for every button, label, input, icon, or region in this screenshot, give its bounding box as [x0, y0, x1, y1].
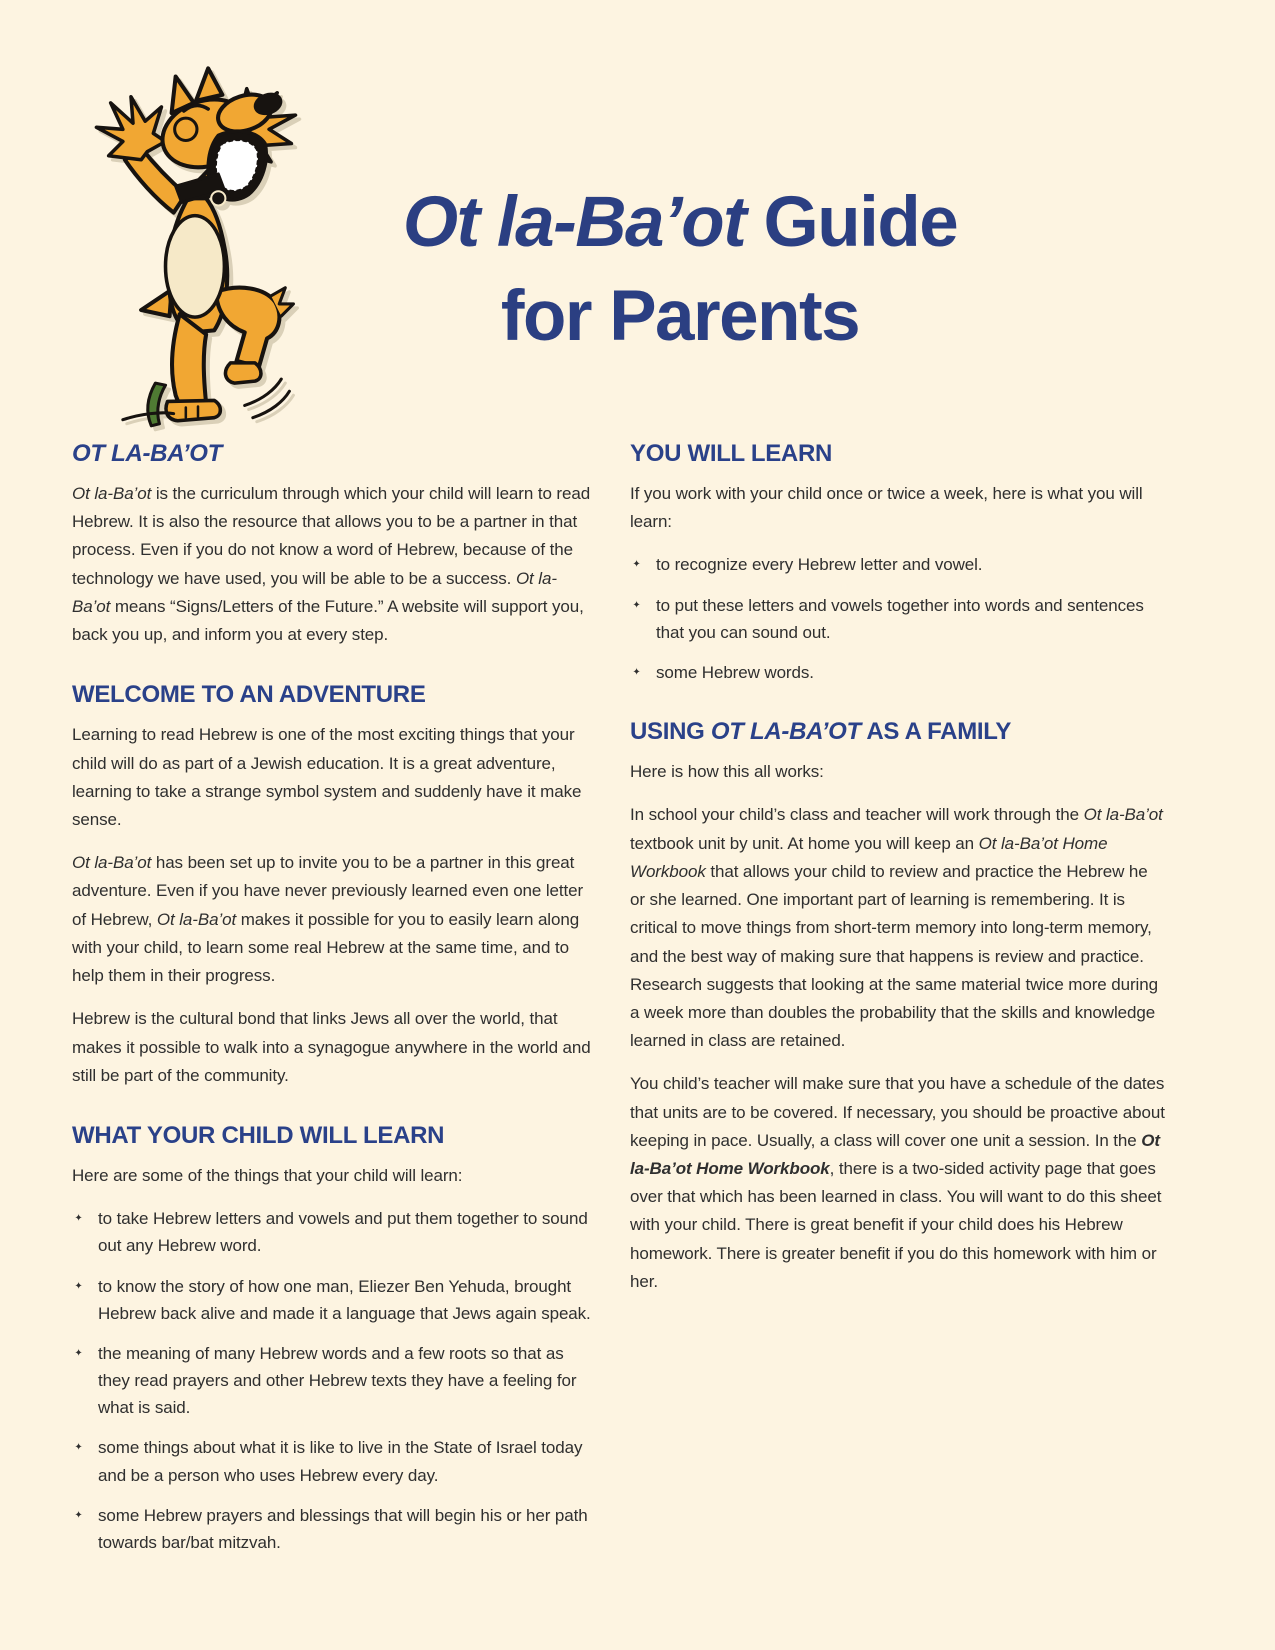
bullet-icon: ✦: [632, 667, 641, 678]
section-heading: WHAT YOUR CHILD WILL LEARN: [72, 1121, 445, 1149]
bullet-text: to take Hebrew letters and vowels and put them together to sound out any Hebrew word.: [98, 1209, 588, 1256]
bullet-icon: ✦: [74, 1509, 83, 1521]
paragraph: Here is how this all works:: [630, 762, 824, 782]
left-column: [72, 440, 592, 1572]
bullet-list: [72, 1205, 592, 1556]
section-heading: USING OT LA-BA’OT AS A FAMILY: [630, 718, 1012, 746]
bullet-item: [72, 1434, 592, 1488]
content-columns: [0, 436, 1275, 1572]
bullet-icon: ✦: [74, 1280, 83, 1292]
bullet-icon: ✦: [632, 559, 641, 571]
content-section: [72, 681, 592, 1090]
paragraph: Here are some of the things that your child will learn:: [72, 1165, 463, 1185]
content-section: [630, 440, 1165, 686]
paragraph: If you work with your child once or twice a week, here is what you will learn:: [630, 484, 1143, 532]
bullet-icon: ✦: [74, 1347, 83, 1359]
bullet-text: some things about what it is like to live in the State of Israel today and be a person who uses Hebrew every day.: [98, 1438, 583, 1485]
paragraph: Ot la-Ba’ot is the curriculum through which your child will learn to read Hebrew. It is also the resource that allows you to be a partner in that process. Even if you do not know a word of Hebrew, because of the technology we have used, you will be able to be a success. Ot la-Ba’ot means “Signs/Letters of the Future.” A website will support you, back you up, and inform you at every step.: [72, 484, 591, 645]
page-title-line1: Ot la-Ba’ot Guide: [402, 182, 958, 262]
paragraph: Hebrew is the cultural bond that links Jews all over the world, that makes it possible to walk into a synagogue anywhere in the world and still be part of the community.: [72, 1009, 591, 1085]
right-column: [630, 440, 1165, 1311]
bullet-item: [72, 1205, 592, 1259]
bullet-icon: ✦: [632, 599, 641, 611]
paragraph: Learning to read Hebrew is one of the most exciting things that your child will do as part of a Jewish education. It is a great adventure, learning to take a strange symbol system and suddenly have it make sense.: [72, 725, 582, 829]
bullet-item: [72, 1502, 592, 1556]
bullet-text: some Hebrew words.: [656, 663, 814, 682]
bullet-item: [630, 659, 1165, 686]
page-title-line2: for Parents: [500, 276, 860, 356]
bullet-item: [630, 551, 1165, 578]
bullet-item: [72, 1273, 592, 1327]
dancing-dog-illustration: [66, 48, 330, 434]
paragraph: You child’s teacher will make sure that you have a schedule of the dates that units are to be covered. If necessary, you should be proactive about keeping in pace. Usually, a class will cover one unit a session. In the Ot la-Ba’ot Home Workbook, there is a two-sided activity page that goes over that which has been learned in class. You will want to do this sheet with your child. There is great benefit if your child does his Hebrew homework. There is greater benefit if you do this homework with him or her.: [630, 1074, 1165, 1291]
content-section: [630, 718, 1165, 1296]
section-heading: YOU WILL LEARN: [630, 440, 833, 467]
bullet-item: [72, 1340, 592, 1422]
bullet-text: the meaning of many Hebrew words and a few roots so that as they read prayers and other Hebrew texts they have a feeling for what is said.: [98, 1343, 577, 1418]
bullet-text: to put these letters and vowels together into words and sentences that you can sound out.: [656, 595, 1144, 642]
paragraph: Ot la-Ba’ot has been set up to invite you to be a partner in this great adventure. Even if you have never previously learned even one letter of Hebrew, Ot la-Ba’ot makes it possible for you to easily learn along with your child, to learn some real Hebrew at the same time, and to help them in their progress.: [72, 853, 584, 986]
page-title: [318, 176, 1042, 365]
page-header: [0, 0, 1275, 436]
bullet-item: [630, 592, 1165, 646]
section-heading: WELCOME TO AN ADVENTURE: [72, 681, 426, 709]
bullet-list: [630, 551, 1165, 686]
bullet-text: to recognize every Hebrew letter and vowel.: [656, 555, 983, 575]
bullet-text: some Hebrew prayers and blessings that will begin his or her path towards bar/bat mitzvah.: [98, 1505, 588, 1553]
bullet-icon: ✦: [74, 1213, 83, 1225]
content-section: [72, 440, 592, 649]
bullet-text: to know the story of how one man, Eliezer Ben Yehuda, brought Hebrew back alive and made it a language that Jews again speak.: [98, 1276, 591, 1323]
section-heading: OT LA-BA’OT: [72, 440, 223, 467]
content-section: [72, 1122, 592, 1556]
paragraph: In school your child’s class and teacher will work through the Ot la-Ba’ot textbook unit by unit. At home you will keep an Ot la-Ba’ot Home Workbook that allows your child to review and practice the Hebrew he or she learned. One important part of learning is remembering. It is critical to move things from short-term memory into long-term memory, and the best way of making sure that happens is review and practice. Research suggests that looking at the same material twice more during a week more than doubles the probability that the skills and knowledge learned in class are retained.: [630, 805, 1163, 1051]
bullet-icon: ✦: [74, 1442, 83, 1454]
